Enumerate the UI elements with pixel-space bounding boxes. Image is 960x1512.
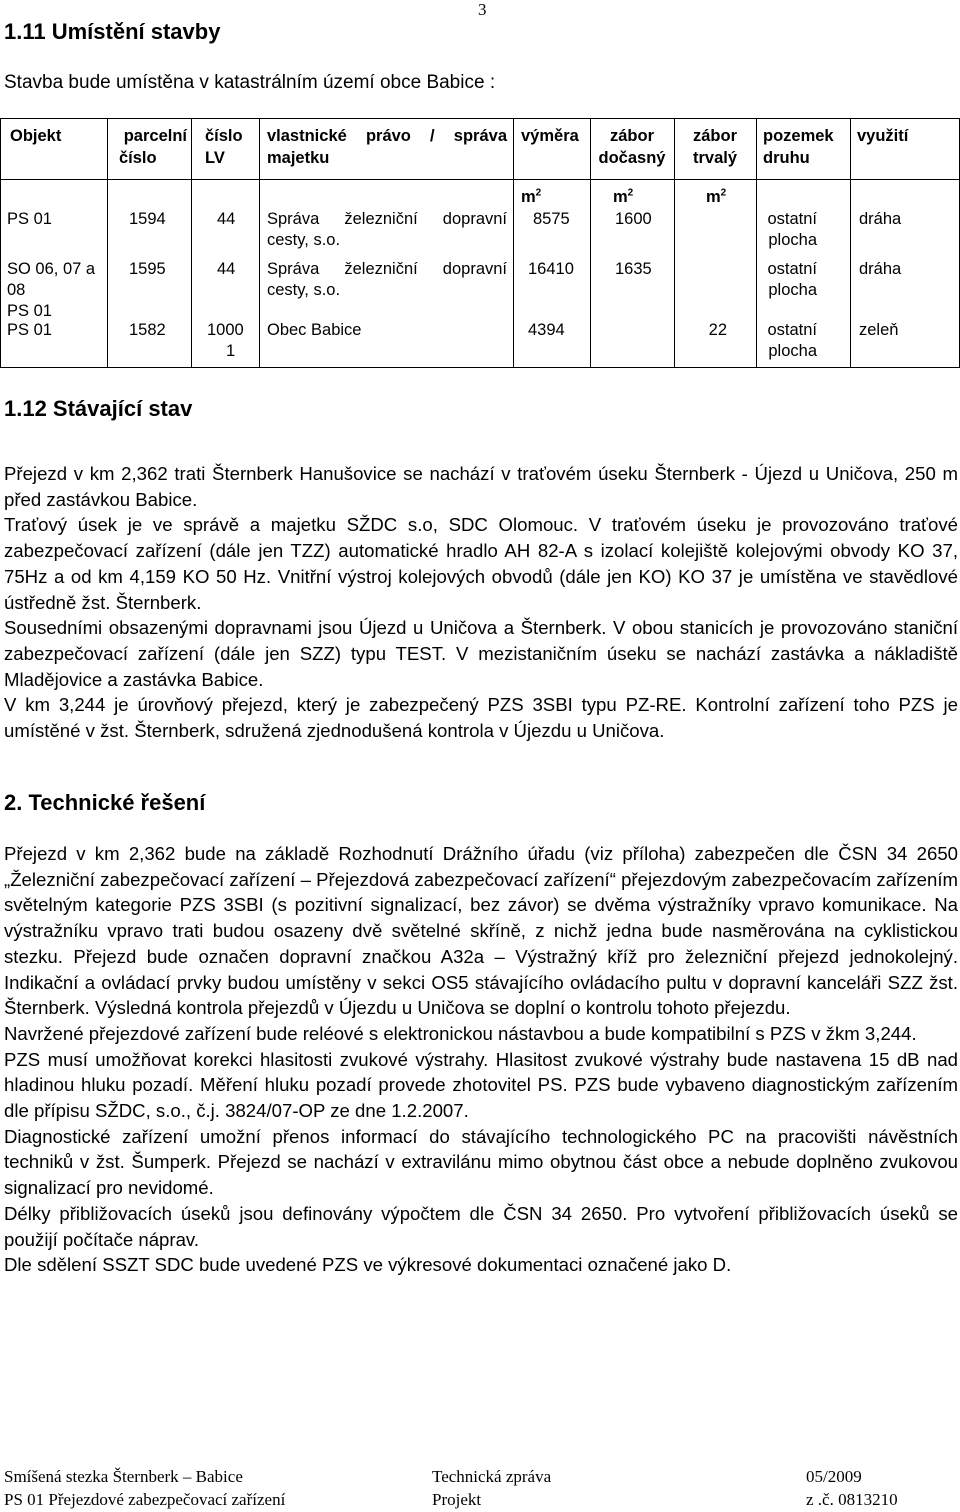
header-parcelni: parcelní	[123, 127, 187, 145]
footer-doc-type: Technická zpráva	[432, 1467, 552, 1486]
row1-docasny: 1600	[615, 210, 652, 228]
row2-objekt: SO 06, 07 a	[7, 260, 96, 278]
row3-objekt: PS 01	[7, 321, 52, 339]
header-vlastnik-line2: majetku	[267, 149, 330, 167]
paragraph: Diagnostické zařízení umožní přenos informací do stávajícího technologického PC na pracovišti návěstních techniků v žst. Šumperk. Přejezd se nachází v extravilánu mimo obytnou část obce a nebude doplněno zvukovou signalizací pro nevidomé.	[4, 1125, 958, 1199]
row1-vymera: 8575	[533, 210, 570, 228]
row3-lv-line2: 1	[226, 342, 236, 360]
paragraph: Přejezd v km 2,362 trati Šternberk Hanušovice se nachází v traťovém úseku Šternberk - Újezd u Uničova, 250 m před zastávkou Babice.	[4, 463, 958, 510]
header-vlastnik: vlastnické právo / správa	[267, 127, 507, 145]
footer-part-name: PS 01 Přejezdové zabezpečovací zařízení	[4, 1490, 286, 1509]
row3-vyuziti: zeleň	[859, 321, 899, 339]
row3-parcela: 1582	[129, 321, 166, 339]
header-pozemek: pozemek	[763, 127, 834, 145]
paragraph: Navržené přejezdové zařízení bude reléové s elektronickou nástavbou a bude kompatibilní s PZS v žkm 3,244.	[4, 1022, 917, 1044]
section-heading-umisteni: 1.11 Umístění stavby	[4, 19, 221, 44]
paragraph: Délky přibližovacích úseků jsou definovány výpočtem dle ČSN 34 2650. Pro vytvoření přibližovacích úseků se použijí počítače náprav.	[4, 1202, 958, 1250]
row3-vymera: 4394	[528, 321, 565, 339]
unit-docasny: $m^2$	[613, 187, 634, 206]
paragraph: Sousedními obsazenými dopravnami jsou Újezd u Uničova a Šternberk. V obou stanicích je provozováno staniční zabezpečovací zařízení (dále jen SZZ) typu TEST. V mezistaničním úseku se nachází zastávka a nákladiště Mladějovice a zastávka Babice.	[4, 617, 958, 690]
row1-druh-line2: plocha	[768, 231, 817, 249]
header-lv-line2: LV	[205, 149, 225, 167]
header-lv: číslo	[205, 127, 243, 145]
footer-contract-number: z .č. 0813210	[806, 1490, 898, 1509]
row2-vyuziti: dráha	[859, 260, 902, 278]
header-zabor-docasny-line2: dočasný	[598, 149, 666, 167]
row1-vyuziti: dráha	[859, 210, 902, 228]
footer-stage: Projekt	[432, 1490, 482, 1509]
row3-trvaly: 22	[708, 321, 727, 339]
section-body-technicke-reseni	[4, 841, 958, 1278]
row1-vlastnik-line2: cesty, s.o.	[267, 231, 341, 249]
header-zabor-trvaly: zábor	[692, 127, 737, 145]
row2-objekt-line2: 08	[7, 281, 26, 299]
section-intro: Stavba bude umístěna v katastrálním území obce Babice :	[4, 72, 496, 93]
section-heading-stavajici-stav: 1.12 Stávající stav	[4, 396, 193, 421]
parcel-table	[0, 118, 960, 368]
header-zabor-docasny: zábor	[609, 127, 654, 145]
row3-druh-line2: plocha	[768, 342, 817, 360]
paragraph: Traťový úsek je ve správě a majetku SŽDC s.o, SDC Olomouc. V traťovém úseku je provozováno traťové zabezpečovací zařízení (dále jen TZZ) automatické hradlo AH 82-A s izolací kolejiště kolejovými obvody KO 37, 75Hz a od km 4,159 KO 50 Hz. Vnitřní výstroj kolejových obvodů (dále jen KO) KO 37 je umístěna ve stavědlové ústředně žst. Šternberk.	[4, 514, 958, 613]
header-pozemek-line2: druhu	[763, 149, 810, 167]
section-heading-technicke-reseni: 2. Technické řešení	[4, 790, 206, 815]
row2-druh-line2: plocha	[768, 281, 817, 299]
unit-trvaly: $m^2$	[706, 187, 727, 206]
row3-druh: ostatní	[767, 321, 817, 339]
paragraph: V km 3,244 je úrovňový přejezd, který je zabezpečený PZS 3SBI typu PZ-RE. Kontrolní zařízení toho PZS je umístěné v žst. Šternberk, sdružená zjednodušená kontrola v Újezdu u Uničova.	[4, 694, 958, 742]
row2-docasny: 1635	[615, 260, 652, 278]
page-number: 3	[478, 0, 487, 19]
row2-druh: ostatní	[767, 260, 817, 278]
row2-vlastnik-line2: cesty, s.o.	[267, 281, 341, 299]
section-body-stavajici-stav	[4, 461, 958, 744]
row1-druh: ostatní	[767, 210, 817, 228]
row2-objekt-line3: PS 01	[7, 302, 52, 320]
header-objekt: Objekt	[10, 127, 62, 145]
row3-vlastnik: Obec Babice	[267, 321, 362, 339]
row1-parcela: 1594	[129, 210, 166, 228]
row3-lv: 1000	[207, 321, 244, 339]
row1-lv: 44	[217, 210, 236, 228]
row2-vlastnik: Správa železniční dopravní	[267, 260, 507, 278]
row2-vymera: 16410	[528, 260, 574, 278]
row2-parcela: 1595	[129, 260, 166, 278]
header-vyuziti: využití	[857, 127, 909, 145]
header-parcelni-line2: číslo	[119, 149, 157, 167]
footer-date: 05/2009	[806, 1467, 862, 1486]
row1-objekt: PS 01	[7, 210, 52, 228]
footer-project-name: Smíšená stezka Šternberk – Babice	[4, 1467, 243, 1486]
paragraph: Přejezd v km 2,362 bude na základě Rozhodnutí Drážního úřadu (viz příloha) zabezpečen dle ČSN 34 2650 „Železniční zabezpečovací zařízení – Přejezdová zabezpečovací zařízení“ přejezdovým zabezpečovacím zařízením světelným kategorie PZS 3SBI (s pozitivní signalizací, bez závor) se dvěma výstražníky vpravo komunikace. Na výstražníku vpravo trati budou osazeny dvě světelné skříně, z nichž jedna bude nasměrována na cyklistickou stezku. Přejezd bude označen dopravní značkou A32a – Výstražný kříž pro železniční přejezd jednokolejný. Indikační a ovládací prvky budou umístěny v sekci OS5 stávajícího ovládacího pultu v dopravní kanceláři SZZ žst. Šternberk. Výsledná kontrola přejezdů v Újezdu u Uničova se doplní o kontrolu tohoto přejezdu.	[4, 843, 958, 1019]
unit-vymera: $m^2$	[521, 187, 542, 206]
row1-vlastnik: Správa železniční dopravní	[267, 210, 507, 228]
row2-lv: 44	[217, 260, 236, 278]
header-zabor-trvaly-line2: trvalý	[692, 149, 738, 167]
paragraph: Dle sdělení SSZT SDC bude uvedené PZS ve výkresové dokumentaci označené jako D.	[4, 1254, 732, 1276]
paragraph: PZS musí umožňovat korekci hlasitosti zvukové výstrahy. Hlasitost zvukové výstrahy bude nastavena 15 dB nad hladinou hluku pozadí. Měření hluku pozadí provede zhotovitel PS. PZS bude vybaveno diagnostickým zařízením dle přípisu SŽDC, s.o., č.j. 3824/07-OP ze dne 1.2.2007.	[4, 1048, 958, 1122]
header-vymera: výměra	[521, 127, 579, 145]
